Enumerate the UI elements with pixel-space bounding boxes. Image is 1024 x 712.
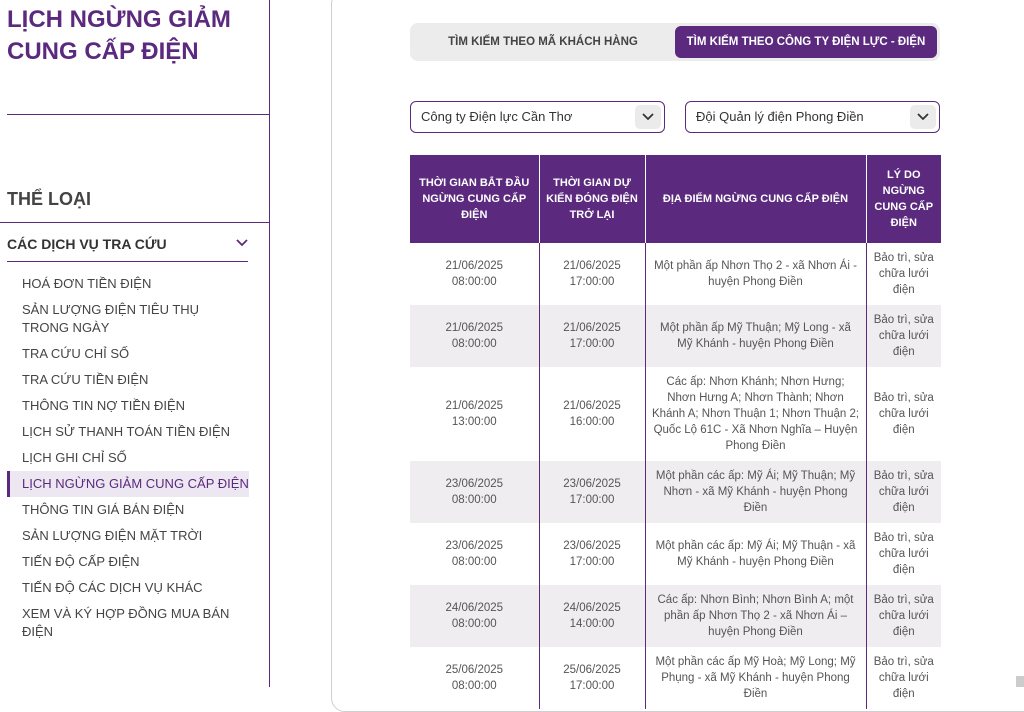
reason-cell [866, 243, 941, 305]
start-time-cell-start-date: 21/06/2025 [445, 400, 504, 412]
services-dropdown[interactable] [7, 233, 248, 262]
start-time-cell-start-date: 21/06/2025 [445, 322, 504, 334]
column-header-start-time: THỜI GIAN BẮT ĐẦU NGỪNG CUNG CẤP ĐIỆN [410, 155, 539, 243]
unit-select[interactable] [685, 101, 940, 133]
start-time-cell [410, 523, 539, 585]
column-header-location: ĐỊA ĐIỂM NGỪNG CUNG CẤP ĐIỆN [645, 155, 866, 243]
company-select-value: Công ty Điện lực Cần Thơ [421, 109, 573, 124]
table-row [410, 305, 941, 367]
end-time-cell [539, 523, 645, 585]
category-title: THỂ LOẠI [7, 189, 91, 209]
start-time-cell [410, 305, 539, 367]
table-row [410, 647, 941, 709]
menu-item-tra-cuu-tien-dien[interactable]: TRA CỨU TIỀN ĐIỆN [22, 372, 149, 387]
table-row [410, 585, 941, 647]
table-row [410, 461, 941, 523]
menu-item-hoa-don-tien-dien[interactable]: HOÁ ĐƠN TIỀN ĐIỆN [22, 276, 152, 291]
reason-cell [866, 367, 941, 461]
start-time-cell-start-date: 21/06/2025 [445, 260, 504, 272]
reason-cell-reason: Bảo trì, sửa chữa lưới điện [873, 314, 934, 358]
reason-cell [866, 461, 941, 523]
reason-cell-reason: Bảo trì, sửa chữa lưới điện [873, 656, 934, 700]
tab-search-by-company[interactable]: TÌM KIẾM THEO CÔNG TY ĐIỆN LỰC - ĐIỆN LỰC [675, 26, 937, 58]
menu-item-lich-ngung-giam[interactable]: LỊCH NGỪNG GIẢM CUNG CẤP ĐIỆN [7, 471, 249, 497]
location-cell [645, 523, 866, 585]
end-time-cell-end-time: 17:00:00 [569, 276, 615, 288]
menu-item-tra-cuu-chi-so[interactable]: TRA CỨU CHỈ SỐ [22, 346, 130, 361]
start-time-cell [410, 585, 539, 647]
start-time-cell-start-time: 08:00:00 [451, 494, 497, 506]
reason-cell-reason: Bảo trì, sửa chữa lưới điện [873, 594, 934, 638]
menu-item-thong-tin-no[interactable]: THÔNG TIN NỢ TIỀN ĐIỆN [22, 398, 186, 413]
unit-select-value: Đội Quản lý điện Phong Điền [696, 109, 864, 124]
start-time-cell-start-time: 08:00:00 [451, 556, 497, 568]
tab-search-by-customer[interactable]: TÌM KIẾM THEO MÃ KHÁCH HÀNG [448, 36, 638, 48]
reason-cell-reason: Bảo trì, sửa chữa lưới điện [873, 470, 934, 514]
sidebar [0, 0, 270, 687]
reason-cell-reason: Bảo trì, sửa chữa lưới điện [873, 532, 934, 576]
services-dropdown-label: CÁC DỊCH VỤ TRA CỨU [7, 236, 167, 252]
location-cell-location: Một phần các ấp Mỹ Hoà; Mỹ Long; Mỹ Phụng - xã Mỹ Khánh - huyện Phong Điền [655, 656, 856, 700]
location-cell [645, 647, 866, 709]
end-time-cell-end-date: 23/06/2025 [563, 478, 621, 490]
start-time-cell-start-date: 23/06/2025 [445, 540, 504, 552]
location-cell-location: Một phần ấp Mỹ Thuận; Mỹ Long - xã Mỹ Khánh - huyện Phong Điền [660, 322, 851, 350]
start-time-cell [410, 243, 539, 305]
table-row [410, 523, 941, 585]
chevron-down-icon [910, 105, 936, 129]
end-time-cell [539, 367, 645, 461]
company-select[interactable] [410, 101, 665, 133]
reason-cell [866, 585, 941, 647]
end-time-cell-end-time: 17:00:00 [569, 494, 615, 506]
location-cell-location: Các ấp: Nhơn Bình; Nhơn Bình A; một phần ấp Nhơn Thọ 2 - xã Nhơn Ái – huyện Phong Điền [657, 594, 854, 638]
end-time-cell-end-time: 17:00:00 [569, 680, 615, 692]
end-time-cell [539, 585, 645, 647]
menu-item-dien-mat-troi[interactable]: SẢN LƯỢNG ĐIỆN MẶT TRỜI [22, 528, 203, 543]
page-title: LỊCH NGỪNG GIẢM CUNG CẤP ĐIỆN [7, 6, 231, 65]
end-time-cell [539, 647, 645, 709]
location-cell-location: Các ấp: Nhơn Khánh; Nhơn Hưng; Nhơn Hưng A; Nhơn Thành; Nhơn Khánh A; Nhơn Thuận 1; Nhơn Thuận 2; Quốc Lộ 61C - Xã Nhơn Nghĩa – Huyện Phong Điền [651, 376, 860, 452]
end-time-cell-end-date: 25/06/2025 [563, 664, 621, 676]
location-cell [645, 461, 866, 523]
reason-cell [866, 647, 941, 709]
menu-item-gia-ban-dien[interactable]: THÔNG TIN GIÁ BÁN ĐIỆN [22, 502, 185, 517]
start-time-cell-start-date: 25/06/2025 [445, 664, 504, 676]
menu-item-lich-ghi-chi-so[interactable]: LỊCH GHI CHỈ SỐ [22, 450, 127, 465]
end-time-cell-end-time: 17:00:00 [569, 338, 615, 350]
start-time-cell [410, 367, 539, 461]
column-header-end-time: THỜI GIAN DỰ KIẾN ĐÓNG ĐIỆN TRỞ LẠI [539, 155, 645, 243]
chevron-down-icon [635, 105, 661, 129]
start-time-cell-start-time: 08:00:00 [451, 680, 497, 692]
start-time-cell-start-time: 08:00:00 [451, 276, 497, 288]
location-cell [645, 305, 866, 367]
start-time-cell [410, 647, 539, 709]
end-time-cell [539, 243, 645, 305]
end-time-cell-end-date: 21/06/2025 [563, 322, 621, 334]
menu-item-hop-dong[interactable]: XEM VÀ KÝ HỢP ĐỒNG MUA BÁN ĐIỆN [22, 606, 230, 639]
services-menu [7, 271, 249, 645]
end-time-cell-end-time: 16:00:00 [569, 416, 615, 428]
reason-cell-reason: Bảo trì, sửa chữa lưới điện [873, 392, 934, 436]
location-cell [645, 585, 866, 647]
reason-cell [866, 305, 941, 367]
scrollbar[interactable] [1016, 676, 1024, 687]
end-time-cell [539, 305, 645, 367]
menu-item-tien-do-dich-vu-khac[interactable]: TIẾN ĐỘ CÁC DỊCH VỤ KHÁC [22, 580, 203, 595]
start-time-cell-start-time: 13:00:00 [451, 416, 497, 428]
search-mode-tabs [410, 23, 940, 80]
start-time-cell [410, 461, 539, 523]
end-time-cell-end-time: 17:00:00 [569, 556, 615, 568]
end-time-cell-end-time: 14:00:00 [569, 618, 615, 630]
menu-item-lich-su-thanh-toan[interactable]: LỊCH SỬ THANH TOÁN TIỀN ĐIỆN [22, 424, 231, 439]
start-time-cell-start-date: 23/06/2025 [445, 478, 504, 490]
start-time-cell-start-time: 08:00:00 [451, 618, 497, 630]
chevron-down-icon [236, 238, 248, 248]
menu-item-tien-do-cap-dien[interactable]: TIẾN ĐỘ CẤP ĐIỆN [22, 554, 140, 569]
location-cell [645, 367, 866, 461]
end-time-cell [539, 461, 645, 523]
location-cell-location: Một phần các ấp: Mỹ Ái; Mỹ Thuận; Mỹ Nhơn - xã Mỹ Khánh - huyện Phong Điền [655, 470, 856, 514]
end-time-cell-end-date: 21/06/2025 [563, 400, 621, 412]
location-cell [645, 243, 866, 305]
column-header-reason: LÝ DO NGỪNG CUNG CẤP ĐIỆN [866, 155, 941, 243]
reason-cell [866, 523, 941, 585]
outage-schedule-table [410, 155, 941, 709]
location-cell-location: Một phần các ấp: Mỹ Ái; Mỹ Thuận - xã Mỹ Khánh - huyện Phong Điền [655, 540, 856, 568]
end-time-cell-end-date: 21/06/2025 [563, 260, 621, 272]
divider [0, 222, 269, 223]
location-cell-location: Một phần ấp Nhơn Thọ 2 - xã Nhơn Ái - huyện Phong Điền [654, 260, 857, 288]
end-time-cell-end-date: 23/06/2025 [563, 540, 621, 552]
start-time-cell-start-time: 08:00:00 [451, 338, 497, 350]
reason-cell-reason: Bảo trì, sửa chữa lưới điện [873, 252, 934, 296]
table-row [410, 367, 941, 461]
divider [7, 114, 269, 115]
table-row [410, 243, 941, 305]
start-time-cell-start-date: 24/06/2025 [445, 602, 504, 614]
end-time-cell-end-date: 24/06/2025 [563, 602, 621, 614]
menu-item-san-luong-tieu-thu[interactable]: SẢN LƯỢNG ĐIỆN TIÊU THỤ TRONG NGÀY [22, 302, 200, 335]
